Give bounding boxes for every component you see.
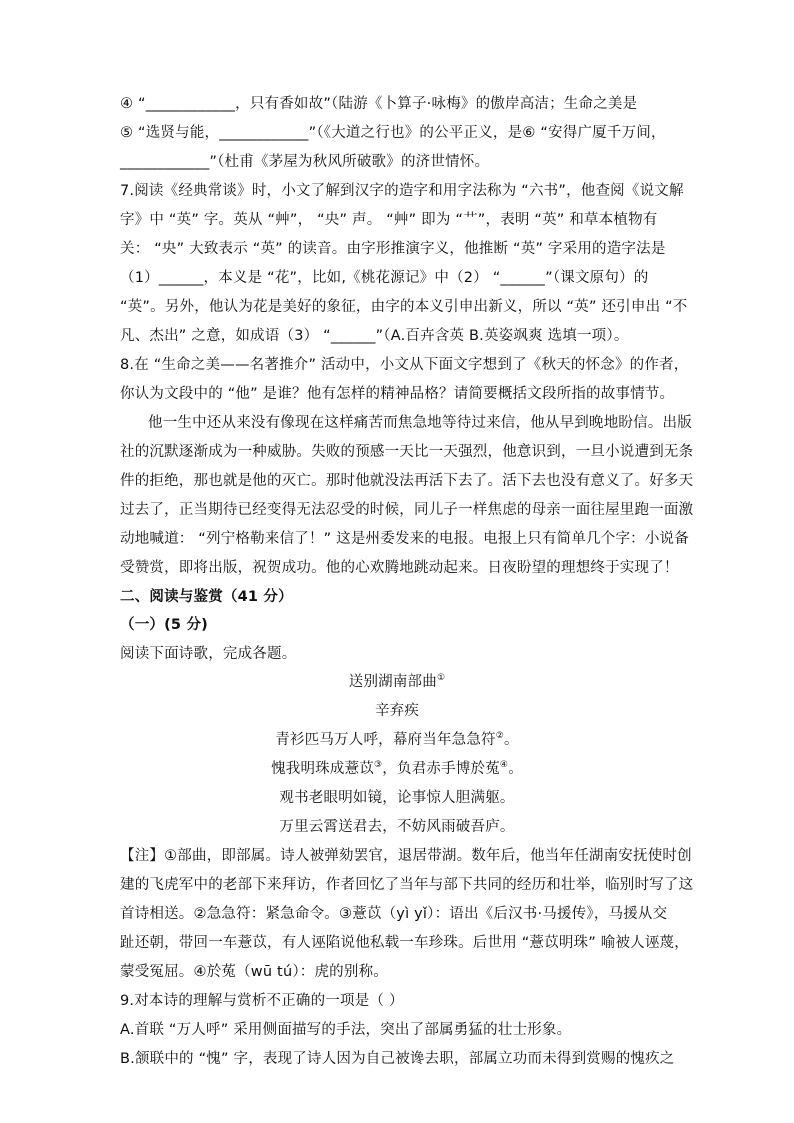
question-7-line: “英”。另外，他认为花是美好的象征，由字的本义引申出新义，所以 “英” 还引申出 “不	[120, 299, 688, 315]
question-9-stem: 9.对本诗的理解与赏析不正确的一项是（ ）	[120, 993, 404, 1009]
passage-line: 动地喊道： “列宁格勒来信了！” 这是州委发来的电报。电报上只有简单几个字：小说备	[120, 531, 689, 547]
poem-verse: 万里云霄送君去，不妨风雨破吾庐。	[279, 819, 515, 835]
question-7-line: （1）______，本义是 “花”，比如,《桃花源记》中（2） “______”（课文原句）的	[120, 270, 649, 286]
passage-line: 社的沉默逐渐成为一种威胁。失败的预感一天比一天强烈，他意识到，一旦小说遭到无条	[120, 444, 694, 460]
fill-blank-line-4: ④ “____________，只有香如故”（陆游《卜算子·咏梅》的傲岸高洁；生命之美是	[120, 96, 638, 112]
option-b: B.颔联中的 “愧” 字，表现了诗人因为自己被谗去职，部属立功而未得到赏赐的愧疚之	[120, 1051, 675, 1067]
question-7-line: 7.阅读《经典常谈》时，小文了解到汉字的造字和用字法称为 “六书”，他查阅《说文解	[120, 183, 684, 199]
question-7-line: 关： “央” 大致表示 “英” 的读音。由字形推演字义，他推断 “英” 字采用的造字法是	[120, 241, 666, 257]
poem-author: 辛弃疾	[374, 703, 420, 719]
question-8-line: 你认为文段中的 “他” 是谁？他有怎样的精神品格？请简要概括文段所指的故事情节。	[120, 386, 675, 402]
poem-title: 送别湖南部曲①	[348, 673, 446, 690]
note-line: 首诗相送。②急急符：紧急命令。③薏苡（yì yǐ）：语出《后汉书·马援传》，马援从交	[120, 906, 668, 922]
section-heading: 二、阅读与鉴赏（41 分）	[120, 589, 293, 605]
subsection-heading: （一）(5 分)	[120, 617, 208, 633]
passage-line: 受赞赏，即将出版，祝贺成功。他的心欢腾地跳动起来。日夜盼望的理想终于实现了！	[120, 560, 679, 576]
question-7-line: 凡、杰出” 之意，如成语（3） “______”（A.百卉含英 B.英姿飒爽 选填一项）。	[120, 328, 629, 344]
poem-verse: 观书老眼明如镜，论事惊人胆满躯。	[279, 790, 515, 806]
passage-line: 过去了，正当期待已经变得无法忍受的时候，同儿子一样焦虑的母亲一面往屋里跑一面激	[120, 502, 694, 518]
question-8-line: 8.在 “生命之美——名著推介” 活动中，小文从下面文字想到了《秋天的怀念》的作者，	[120, 357, 689, 373]
footnote-marker: ③	[374, 760, 383, 770]
passage-line: 件的拒绝，那也就是他的灭亡。那时他就没法再活下去了。活下去也没有意义了。好多天	[120, 473, 694, 489]
instruction-text: 阅读下面诗歌，完成各题。	[120, 646, 297, 662]
option-a: A.首联 “万人呼” 采用侧面描写的手法，突出了部属勇猛的壮士形象。	[120, 1022, 572, 1038]
footnote-marker: ①	[436, 673, 446, 683]
note-line: 建的飞虎军中的老部下来拜访，作者回忆了当年与部下共同的经历和壮举，临别时写了这	[120, 877, 694, 893]
note-line: 【注】①部曲，即部属。诗人被弹劾罢官，退居带湖。数年后，他当年任湖南安抚使时创	[120, 848, 692, 864]
footnote-marker: ②	[495, 731, 505, 741]
note-line: 趾还朝，带回一车薏苡，有人诬陷说他私载一车珍珠。后世用 “薏苡明珠” 喻被人诬蔑，	[120, 935, 689, 951]
note-line: 蒙受冤屈。④於菟（wū tú）：虎的别称。	[120, 964, 388, 980]
footnote-marker: ④	[499, 760, 509, 770]
fill-blank-line-6: ____________”（杜甫《茅屋为秋风所破歌》的济世情怀。	[120, 154, 490, 170]
poem-verse: 愧我明珠成薏苡③，负君赤手博於菟④。	[271, 760, 523, 777]
fill-blank-line-5: ⑤ “选贤与能，____________”（《大道之行也》的公平正义，是⑥ “安得广厦千万间，	[120, 125, 666, 141]
poem-verse: 青衫匹马万人呼，幕府当年急急符②。	[275, 731, 519, 748]
passage-line: 他一生中还从来没有像现在这样痛苦而焦急地等待过来信，他从早到晚地盼信。出版	[148, 415, 692, 431]
question-7-line: 字》中 “英” 字。英从 “艸”， “央” 声。 “艸” 即为 “艹”，表明 “英” 和草本植物有	[120, 212, 658, 228]
